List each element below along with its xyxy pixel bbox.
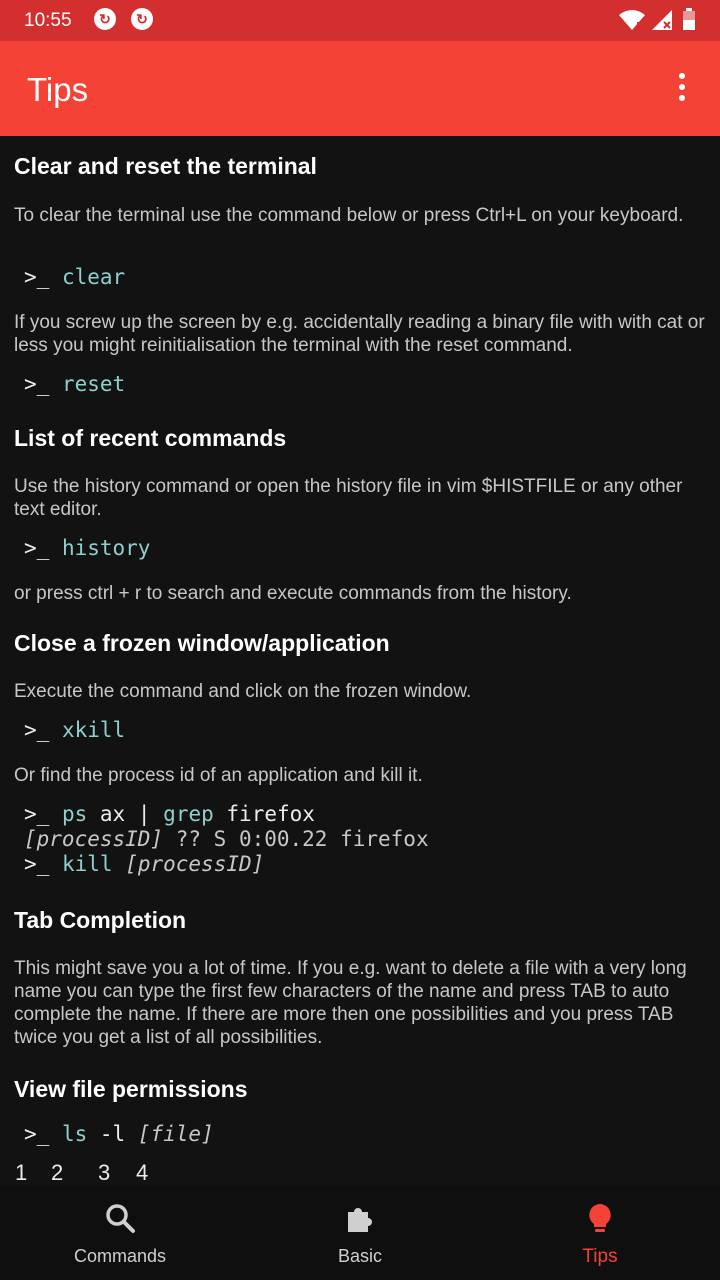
command-line [24, 802, 315, 827]
command-text: history [61, 536, 151, 560]
prompt-icon: >_ [24, 802, 50, 826]
tab-label: Basic [337, 1246, 382, 1266]
command-text: grep [163, 802, 214, 826]
status-time: 10:55 [24, 10, 72, 31]
tips-content[interactable] [0, 136, 720, 1186]
prompt-icon: >_ [24, 718, 50, 742]
command-placeholder: [processID] [125, 852, 265, 876]
section-title-tab-completion: Tab Completion [14, 907, 187, 933]
section-title-frozen: Close a frozen window/application [14, 630, 390, 656]
command-text: clear [61, 265, 126, 289]
prompt-icon: >_ [24, 1122, 50, 1146]
section-text: This might save you a lot of time. If you e.g. want to delete a file with a very long name you can type the first few characters of the name and press TAB to auto complete the name. If there are more then one possibilities and you press TAB twice you get a list of all possibilities. [14, 958, 687, 1048]
section-text: or press ctrl + r to search and execute commands from the history. [14, 583, 572, 604]
prompt-icon: >_ [24, 372, 50, 396]
puzzle-icon [344, 1202, 376, 1234]
section-title-permissions: View file permissions [14, 1076, 248, 1102]
sync-icon: ↻ [94, 8, 116, 30]
command-text: reset [61, 372, 126, 396]
signal-icon [650, 8, 674, 32]
app-bar [0, 41, 720, 136]
prompt-icon: >_ [24, 536, 50, 560]
command-line [24, 718, 125, 743]
output-placeholder: [processID] [24, 827, 164, 851]
section-text: To clear the terminal use the command below or press Ctrl+L on your keyboard. [14, 205, 684, 226]
output-text: ?? S 0:00.22 firefox [175, 827, 429, 851]
status-bar [0, 0, 720, 41]
command-line [24, 536, 150, 561]
command-text: kill [61, 852, 113, 876]
lightbulb-icon [584, 1202, 616, 1234]
section-title-history: List of recent commands [14, 425, 287, 451]
sync-icon-2: ↻ [131, 8, 153, 30]
section-text: Execute the command and click on the frozen window. [14, 681, 472, 702]
command-text: xkill [61, 718, 126, 742]
search-icon [104, 1202, 136, 1234]
permission-number: 2 [51, 1160, 64, 1185]
section-text: If you screw up the screen by e.g. accidentally reading a binary file with with cat or less you might reinitialisation the terminal with the reset command. [14, 312, 705, 356]
permission-number: 1 [15, 1160, 28, 1185]
command-placeholder: [file] [137, 1122, 214, 1146]
command-line [24, 852, 264, 877]
tab-tips[interactable] [480, 1186, 720, 1280]
prompt-icon: >_ [24, 265, 50, 289]
permission-number: 3 [98, 1160, 111, 1185]
command-arg: firefox [226, 802, 315, 826]
command-line [24, 1122, 214, 1147]
tab-label: Tips [582, 1246, 618, 1267]
command-arg: -l [99, 1122, 126, 1146]
section-text: Use the history command or open the history file in vim $HISTFILE or any other text editor. [14, 476, 683, 520]
prompt-icon: >_ [24, 852, 50, 876]
command-output [24, 827, 429, 852]
command-pipe: | [137, 802, 151, 826]
battery-icon [683, 8, 695, 30]
command-line [24, 372, 125, 397]
command-text: ls [61, 1122, 88, 1146]
tab-commands[interactable] [0, 1186, 240, 1280]
command-arg: ax [99, 802, 126, 826]
permission-number: 4 [136, 1160, 149, 1185]
tab-label: Commands [73, 1246, 167, 1266]
wifi-icon [618, 8, 646, 32]
command-text: ps [61, 802, 88, 826]
more-options-icon[interactable] [672, 73, 692, 105]
page-title: Tips [27, 71, 89, 108]
tab-basic[interactable] [240, 1186, 480, 1280]
section-text: Or find the process id of an application and kill it. [14, 765, 423, 786]
section-title-clear: Clear and reset the terminal [14, 153, 317, 179]
command-line [24, 265, 125, 290]
bottom-navigation [0, 1186, 720, 1280]
